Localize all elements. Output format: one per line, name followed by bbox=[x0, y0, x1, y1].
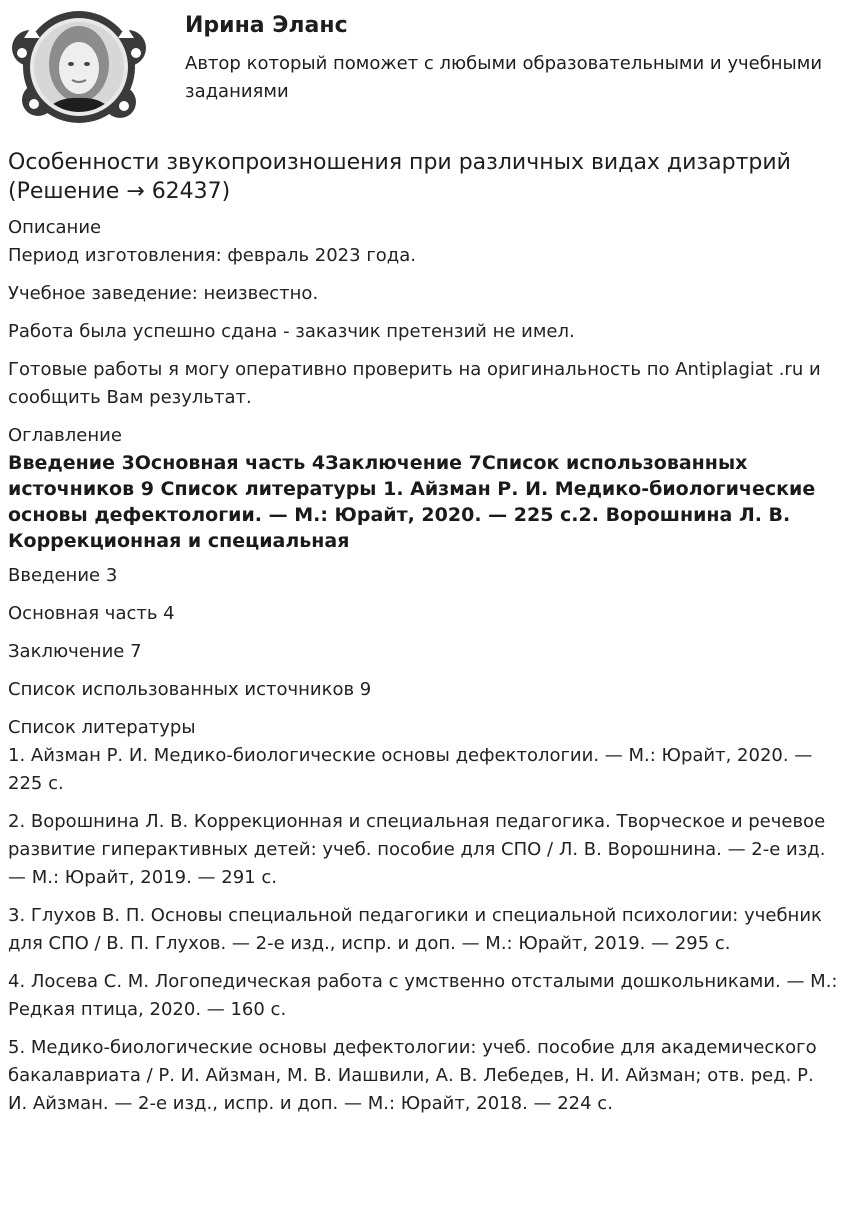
reference-item: 4. Лосева С. М. Логопедическая работа с умственно отсталыми дошкольниками. — М.: Редкая птица, 2020. — 160 с. bbox=[8, 971, 838, 1020]
references-label: Список литературы bbox=[8, 717, 196, 738]
work-title: Особенности звукопроизношения при различных видах дизартрий (Решение → 62437) bbox=[8, 150, 791, 204]
reference-item: 1. Айзман Р. И. Медико-биологические основы дефектологии. — М.: Юрайт, 2020. — 225 с. bbox=[8, 745, 813, 794]
toc-item: Введение 3 bbox=[8, 565, 118, 586]
author-description: Автор который поможет с любыми образовательными и учебными заданиями bbox=[185, 53, 823, 102]
work-content bbox=[8, 148, 838, 1128]
description-paragraph: Готовые работы я могу оперативно проверить на оригинальность по Antiplagiat .ru и сообщить Вам результат. bbox=[8, 359, 821, 408]
description-paragraph: Учебное заведение: неизвестно. bbox=[8, 283, 319, 304]
description-paragraph: Период изготовления: февраль 2023 года. bbox=[8, 245, 416, 266]
reference-item: 3. Глухов В. П. Основы специальной педагогики и специальной психологии: учебник для СПО / В. П. Глухов. — 2-е изд., испр. и доп. — М.: Юрайт, 2019. — 295 с. bbox=[8, 905, 822, 954]
description-paragraph: Работа была успешно сдана - заказчик претензий не имел. bbox=[8, 321, 575, 342]
author-photo-icon bbox=[8, 8, 150, 126]
toc-item: Основная часть 4 bbox=[8, 603, 175, 624]
author-header bbox=[0, 0, 847, 140]
toc-item: Список использованных источников 9 bbox=[8, 679, 372, 700]
reference-item: 5. Медико-биологические основы дефектологии: учеб. пособие для академического бакалавриата / Р. И. Айзман, М. В. Иашвили, А. В. Лебедев, Н. И. Айзман; отв. ред. Р. И. Айзман. — 2-е изд., испр. и доп. — М.: Юрайт, 2018. — 224 с. bbox=[8, 1037, 817, 1114]
toc-summary: Введение 3Основная часть 4Заключение 7Список использованных источников 9 Список литературы 1. Айзман Р. И. Медико-биологические основы дефектологии. — М.: Юрайт, 2020. — 225 с.2. Ворошнина Л. В. Коррекционная и специальная bbox=[8, 452, 816, 552]
description-label: Описание bbox=[8, 217, 102, 238]
toc-item: Заключение 7 bbox=[8, 641, 142, 662]
toc-label: Оглавление bbox=[8, 425, 122, 446]
reference-item: 2. Ворошнина Л. В. Коррекционная и специальная педагогика. Творческое и речевое развитие гиперактивных детей: учеб. пособие для СПО / Л. В. Ворошнина. — 2-е изд. — М.: Юрайт, 2019. — 291 с. bbox=[8, 811, 826, 888]
author-name[interactable]: Ирина Эланс bbox=[185, 13, 348, 38]
